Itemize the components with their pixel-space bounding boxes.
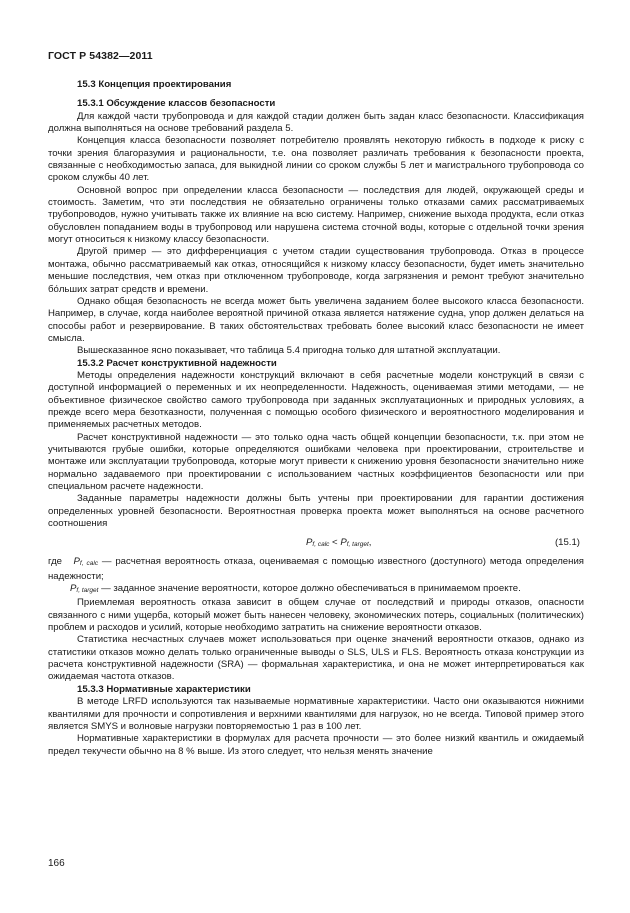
page-content: [48, 76, 584, 758]
symbol-subscript: f, calc: [79, 560, 99, 568]
paragraph: Концепция класса безопасности позволяет потребителю проявлять некоторую гибкость в подходе к риску с точки зрения благоразумия и рациональности, т.е. она позволяет различать требования к безопасности проекта, связанные с необходимостью запаса, для выкидной линии со сроком службы 5 лет и магистрального трубопровода со сроком службы 40 лет.: [48, 135, 584, 184]
paragraph: Однако общая безопасность не всегда может быть увеличена заданием более высокого класса безопасности. Например, в случае, когда наиболее вероятной причиной отказа является натяжение судна, упор должен делаться на способы работ и резервирование. В таких обстоятельствах требовать более высокий класс безопасности не имеет смысла.: [48, 295, 584, 344]
paragraph: Расчет конструктивной надежности — это только одна часть общей концепции безопасности, т.к. при этом не учитываются грубые ошибки, которые определяются ошибками человека при проектировании, строительстве и монтаже или эксплуатации трубопровода, которые могут привести к снижению уровня безопасности значительно ниже нормально задаваемого при проектировании с использованием частных коэффициентов безопасности или при специальном расчете надежности.: [48, 431, 584, 492]
definition-text: — расчетная вероятность отказа, оцениваемая с помощью известного (доступного) метода определения надежности;: [48, 556, 584, 582]
symbol: P: [70, 583, 77, 595]
paragraph: Нормативные характеристики в формулах для расчета прочности — это более низкий квантиль и ожидаемый предел текучести обычно на 8 % выше. Из этого следует, что нельзя менять значение: [48, 733, 584, 757]
paragraph: Статистика несчастных случаев может использоваться при оценке значений вероятности отказов, однако из статистики отказов можно делать только ограниченные выводы о SLS, ULS и FLS. Вероятность отказа конструкции из расчета конструктивной надежности (SRA) — формальная характеристика, и она не может интерпретироваться как ожидаемая частота отказов.: [48, 634, 584, 683]
paragraph: Основной вопрос при определении класса безопасности — последствия для людей, окружающей среды и стоимость. Заметим, что эти последствия не обязательно ограничены только отказами самих рассматриваемых трубопроводов, нужно учитывать также их влияние на всю систему. Например, снижение выхода продукта, если отказ обусловлен попаданием воды в трубопровод или нарушена система сточной воды, которые с отдельной точки зрения могут относиться к низкому классу безопасности.: [48, 184, 584, 246]
subsection-title-15-3-3: 15.3.3 Нормативные характеристики: [77, 683, 251, 695]
paragraph: Другой пример — это дифференциация с учетом стадии существования трубопровода. Отказ в процессе монтажа, обычно рассматриваемый как отказ, относящийся к низкому классу безопасности, будет иметь значительно меньшие последствия, чем отказ при отключенном трубопроводе, когда загрязнения и ремонт требуют значительно бо́льших затрат средств и времени.: [48, 246, 584, 295]
paragraph: В методе LRFD используются так называемые нормативные характеристики. Часто они оказываются нижними квантилями для прочности и сопротивления и верхними квантилями для нагрузок, но не всегда. Типовой пример этого является SMYS и волновые нагрузки повторяемостью 1 раз в 100 лет.: [48, 696, 584, 732]
where-definition-1: [48, 556, 584, 583]
formula-operator: <: [329, 537, 341, 549]
document-header: ГОСТ Р 54382—2011: [48, 50, 153, 62]
formula-rhs: P: [340, 537, 347, 549]
symbol: P: [73, 556, 80, 568]
paragraph: Методы определения надежности конструкций включают в себя расчетные модели конструкций в связи с доступной информацией о переменных и их неопределенности. Надежность, оцениваемая этими методами, — не объективное физическое свойство самого трубопровода при заданных эксплуатационных и природных условиях, а прежде всего мера безотказности, полученная с помощью особого физического и вероятностного моделирования и применяемых расчетных методов.: [48, 369, 584, 431]
paragraph: Для каждой части трубопровода и для каждой стадии должен быть задан класс безопасности. Классификация должна выполняться на основе требований раздела 5.: [48, 110, 584, 135]
formula-lhs: P: [306, 537, 313, 549]
where-definition-2: [48, 583, 584, 597]
formula-end: ,: [368, 537, 372, 549]
formula-rhs-subscript: f, target: [346, 541, 369, 549]
symbol-subscript: f, target: [76, 587, 99, 595]
paragraph: Заданные параметры надежности должны быть учтены при проектировании для гарантии достижения определенных уровней безопасности. Вероятностная проверка проекта может выполняться на основе расчетного соотношения: [48, 493, 584, 530]
subsection-title-15-3-1: 15.3.1 Обсуждение классов безопасности: [77, 98, 276, 110]
formula-lhs-subscript: f, calc: [312, 541, 330, 549]
where-word: где: [48, 556, 63, 568]
paragraph: Вышесказанное ясно показывает, что таблица 5.4 пригодна только для штатной эксплуатации.: [77, 345, 501, 357]
paragraph: Приемлемая вероятность отказа зависит в общем случае от последствий и природы отказов, опасности связанного с ними ущерба, который может быть нанесен человеку, экономических потерь, социальных (политических) проблем и расходов и усилий, которые необходимо затратить на снижение вероятности отказов.: [48, 597, 584, 634]
subsection-title-15-3-2: 15.3.2 Расчет конструктивной надежности: [77, 357, 277, 369]
formula-expression: [306, 537, 371, 551]
definition-text: — заданное значение вероятности, которое должно обеспечиваться в принимаемом проекте.: [98, 583, 521, 595]
formula-number: (15.1): [554, 537, 580, 549]
section-title: 15.3 Концепция проектирования: [77, 79, 232, 90]
page-number: 166: [48, 858, 65, 869]
formula-15-1: [48, 534, 584, 552]
